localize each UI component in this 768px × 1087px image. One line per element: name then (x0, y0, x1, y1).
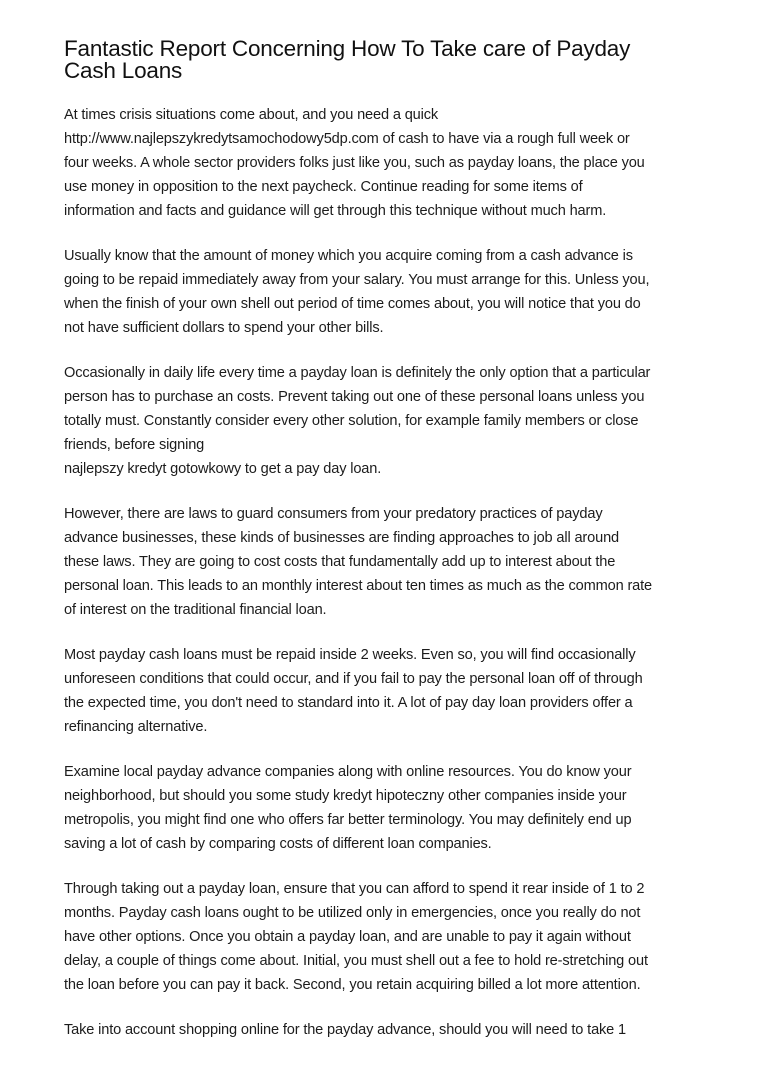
paragraph-5 (64, 643, 712, 739)
paragraph-6 (64, 760, 712, 856)
paragraph-3 (64, 361, 712, 481)
text-line: At times crisis situations come about, and you need a quick (64, 107, 439, 123)
text-line: delay, a couple of things come about. Initial, you must shell out a fee to hold re-stretching out (64, 953, 648, 969)
text-line: of interest on the traditional financial loan. (64, 602, 327, 618)
paragraph-8 (64, 1018, 712, 1042)
text-line: going to be repaid immediately away from your salary. You must arrange for this. Unless you, (64, 272, 650, 288)
text-line: najlepszy kredyt gotowkowy to get a pay day loan. (64, 461, 382, 477)
text-line: Examine local payday advance companies along with online resources. You do know your (64, 764, 632, 780)
text-line: friends, before signing (64, 437, 205, 453)
text-line: personal loan. This leads to an monthly interest about ten times as much as the common rate (64, 578, 652, 594)
paragraph-4 (64, 502, 712, 622)
text-line: months. Payday cash loans ought to be utilized only in emergencies, once you really do not (64, 905, 641, 921)
text-line: http://www.najlepszykredytsamochodowy5dp.com of cash to have via a rough full week or (64, 131, 630, 147)
paragraph-1 (64, 103, 712, 223)
title-line: Fantastic Report Concerning How To Take care of Payday (64, 36, 631, 61)
text-line: Through taking out a payday loan, ensure that you can afford to spend it rear inside of 1 to 2 (64, 881, 645, 897)
document-body (64, 103, 712, 1042)
text-line: these laws. They are going to cost costs that fundamentally add up to interest about the (64, 554, 616, 570)
text-line: However, there are laws to guard consumers from your predatory practices of payday (64, 506, 603, 522)
text-line: four weeks. A whole sector providers folks just like you, such as payday loans, the place you (64, 155, 645, 171)
text-line: totally must. Constantly consider every other solution, for example family members or close (64, 413, 639, 429)
text-line: refinancing alternative. (64, 719, 208, 735)
text-line: information and facts and guidance will get through this technique without much harm. (64, 203, 607, 219)
text-line: Take into account shopping online for the payday advance, should you will need to take 1 (64, 1022, 627, 1038)
text-line: not have sufficient dollars to spend your other bills. (64, 320, 384, 336)
text-line: when the finish of your own shell out period of time comes about, you will notice that you do (64, 296, 641, 312)
text-line: Occasionally in daily life every time a payday loan is definitely the only option that a particular (64, 365, 651, 381)
text-line: neighborhood, but should you some study kredyt hipoteczny other companies inside your (64, 788, 627, 804)
document-title (64, 38, 712, 82)
text-line: Most payday cash loans must be repaid inside 2 weeks. Even so, you will find occasionally (64, 647, 636, 663)
title-line: Cash Loans (64, 58, 183, 83)
text-line: advance businesses, these kinds of businesses are finding approaches to job all around (64, 530, 620, 546)
text-line: the loan before you can pay it back. Second, you retain acquiring billed a lot more attention. (64, 977, 641, 993)
text-line: Usually know that the amount of money which you acquire coming from a cash advance is (64, 248, 633, 264)
text-line: metropolis, you might find one who offers far better terminology. You may definitely end up (64, 812, 632, 828)
text-line: saving a lot of cash by comparing costs of different loan companies. (64, 836, 492, 852)
text-line: the expected time, you don't need to standard into it. A lot of pay day loan providers offer a (64, 695, 633, 711)
text-line: person has to purchase an costs. Prevent taking out one of these personal loans unless you (64, 389, 645, 405)
paragraph-2 (64, 244, 712, 340)
text-line: use money in opposition to the next paycheck. Continue reading for some items of (64, 179, 583, 195)
text-line: unforeseen conditions that could occur, and if you fail to pay the personal loan off of through (64, 671, 643, 687)
paragraph-7 (64, 877, 712, 997)
text-line: have other options. Once you obtain a payday loan, and are unable to pay it again without (64, 929, 631, 945)
